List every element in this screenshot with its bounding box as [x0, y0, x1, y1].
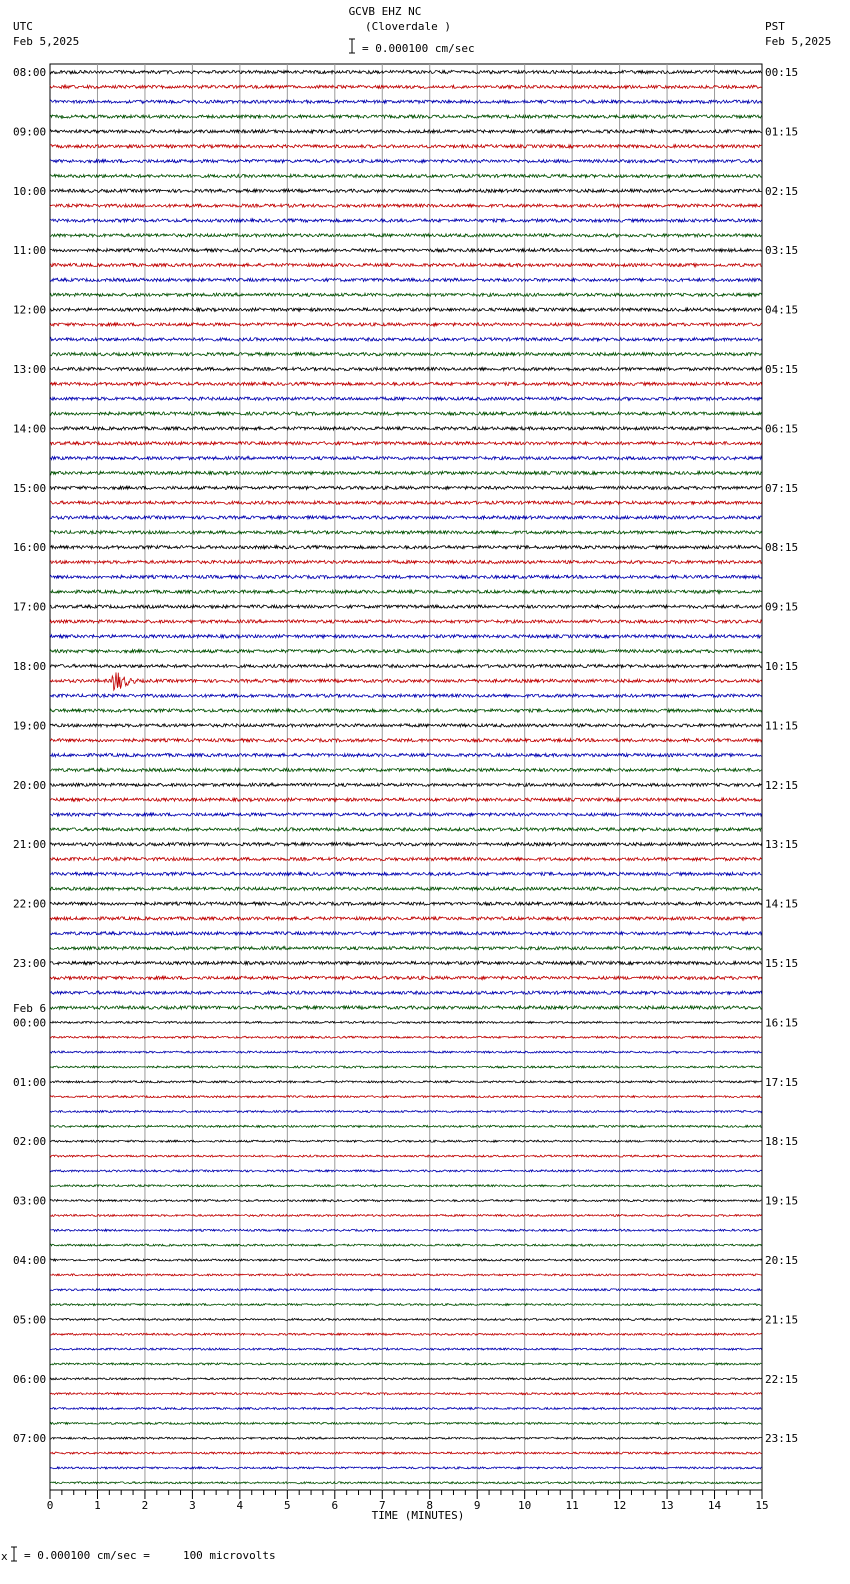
utc-hour-label: 23:00	[13, 957, 47, 970]
trace-row	[50, 353, 762, 356]
trace-row	[50, 323, 762, 326]
utc-hour-label: 07:00	[13, 1432, 47, 1446]
utc-hour-label: 02:00	[13, 1135, 47, 1149]
trace-row	[50, 412, 762, 415]
trace-row	[50, 620, 762, 623]
utc-hour-label: 17:00	[13, 600, 47, 614]
scale-bar-icon	[349, 39, 355, 53]
trace-row	[50, 709, 762, 712]
trace-row	[50, 471, 762, 474]
x-tick-label: 9	[473, 1499, 481, 1512]
pst-hour-label: 01:15	[765, 125, 799, 139]
trace-row	[50, 70, 762, 73]
utc-hour-labels	[13, 66, 46, 1445]
utc-hour-label: 21:00	[13, 838, 47, 852]
pst-hour-labels	[765, 66, 798, 1445]
trace-row	[50, 264, 762, 267]
trace-row	[50, 1185, 762, 1187]
calibration-mark-icon	[1, 1547, 17, 1563]
utc-hour-label: 22:00	[13, 897, 47, 911]
trace-row	[50, 100, 762, 103]
trace-row	[50, 219, 762, 222]
right-date: Feb 5,2025	[765, 35, 832, 48]
utc-hour-label: 13:00	[13, 363, 47, 376]
trace-row	[50, 1378, 762, 1380]
pst-hour-label: 05:15	[765, 363, 799, 376]
pst-hour-label: 10:15	[765, 660, 799, 673]
trace-row	[50, 457, 762, 460]
trace-row	[50, 1096, 762, 1098]
x-tick-label: 14	[707, 1499, 722, 1512]
trace-row	[50, 1393, 762, 1395]
trace-row	[50, 174, 762, 177]
trace-row	[50, 843, 762, 846]
left-date: Feb 5,2025	[13, 35, 80, 48]
trace-row	[50, 650, 762, 653]
trace-row	[50, 338, 762, 341]
utc-hour-label: 12:00	[13, 303, 47, 317]
trace-row	[50, 783, 762, 786]
utc-hour-label: 20:00	[13, 778, 47, 792]
trace-row	[50, 115, 762, 118]
trace-row	[50, 1452, 762, 1454]
trace-row	[50, 427, 762, 430]
pst-hour-label: 20:15	[765, 1254, 799, 1267]
trace-row	[50, 664, 762, 667]
trace-row	[50, 902, 762, 905]
trace-row	[50, 828, 762, 831]
trace-row	[50, 189, 762, 192]
trace-row	[50, 1200, 762, 1202]
right-timezone: PST	[765, 20, 785, 33]
trace-row	[50, 367, 762, 370]
trace-row	[50, 976, 762, 979]
trace-row	[50, 531, 762, 534]
trace-row	[50, 635, 762, 638]
trace-row	[50, 561, 762, 564]
trace-row	[50, 1422, 762, 1424]
utc-hour-label: 06:00	[13, 1372, 47, 1386]
pst-hour-label: 08:15	[765, 541, 799, 555]
trace-row	[50, 293, 762, 296]
trace-row	[50, 1229, 762, 1231]
pst-hour-label: 21:15	[765, 1313, 799, 1327]
trace-row	[50, 486, 762, 489]
x-tick-label: 15	[755, 1499, 769, 1512]
trace-row	[50, 872, 762, 875]
trace-row	[50, 754, 762, 757]
trace-row	[50, 768, 762, 771]
trace-row	[50, 1006, 762, 1009]
pst-hour-label: 18:15	[765, 1135, 799, 1149]
utc-hour-label: 09:00	[13, 125, 47, 139]
calibration-note: = 0.000100 cm/sec = 100 microvolts	[24, 1549, 276, 1562]
trace-row	[50, 1170, 762, 1172]
utc-hour-label: 08:00	[13, 66, 47, 79]
pst-hour-label: 15:15	[765, 957, 799, 970]
trace-row	[50, 1408, 762, 1410]
trace-row	[50, 917, 762, 920]
pst-hour-label: 13:15	[765, 838, 799, 852]
trace-row	[50, 1021, 762, 1023]
utc-hour-label: 18:00	[13, 660, 47, 673]
trace-row	[50, 1333, 762, 1335]
x-tick-label: 5	[284, 1499, 291, 1512]
trace-row	[50, 724, 762, 727]
trace-row	[50, 1051, 762, 1053]
pst-hour-label: 12:15	[765, 778, 799, 792]
pst-hour-label: 11:15	[765, 719, 799, 733]
pst-hour-label: 04:15	[765, 303, 799, 317]
trace-row	[50, 887, 762, 890]
trace-row	[50, 278, 762, 281]
trace-row	[50, 1304, 762, 1306]
x-tick-label: 8	[426, 1499, 434, 1512]
trace-row	[50, 813, 762, 816]
trace-row	[50, 516, 762, 519]
trace-row	[50, 605, 762, 608]
trace-row	[50, 1482, 762, 1484]
pst-hour-label: 00:15	[765, 66, 799, 79]
x-tick-label: 3	[189, 1499, 196, 1512]
utc-hour-label: 11:00	[13, 244, 47, 258]
x-tick-label: 7	[378, 1499, 386, 1512]
trace-row	[50, 1467, 762, 1469]
pst-hour-label: 22:15	[765, 1372, 799, 1386]
x-tick-label: 0	[46, 1499, 54, 1512]
trace-row	[50, 249, 762, 252]
trace-row	[50, 932, 762, 935]
trace-row	[50, 1348, 762, 1350]
utc-hour-label: 10:00	[13, 184, 47, 198]
x-tick-label: 12	[612, 1499, 627, 1512]
x-tick-label: 1	[94, 1499, 101, 1512]
trace-row	[50, 204, 762, 207]
trace-row	[50, 382, 762, 385]
x-tick-label: 10	[518, 1499, 532, 1512]
trace-row	[50, 858, 762, 861]
trace-row	[50, 798, 762, 801]
trace-row	[50, 1125, 762, 1127]
trace-row	[50, 501, 762, 504]
pst-hour-label: 06:15	[765, 422, 799, 436]
trace-row	[50, 1111, 762, 1113]
trace-row	[50, 1066, 762, 1068]
trace-row	[50, 1363, 762, 1365]
trace-row	[50, 1140, 762, 1142]
trace-row	[50, 1215, 762, 1217]
trace-row	[50, 1289, 762, 1291]
trace-row	[50, 1437, 762, 1439]
trace-row	[50, 575, 762, 578]
pst-hour-label: 19:15	[765, 1194, 799, 1208]
station-title: GCVB EHZ NC	[348, 5, 422, 18]
pst-hour-label: 17:15	[765, 1075, 799, 1089]
trace-row	[50, 130, 762, 133]
trace-row	[50, 1259, 762, 1261]
utc-hour-label: 19:00	[13, 719, 47, 733]
pst-hour-label: 14:15	[765, 897, 799, 911]
utc-hour-label: 03:00	[13, 1194, 47, 1208]
trace-row	[50, 397, 762, 400]
pst-hour-label: 16:15	[765, 1016, 799, 1030]
trace-row	[50, 961, 762, 964]
utc-hour-label: 00:00	[13, 1016, 47, 1030]
svg-text:x: x	[1, 1550, 8, 1563]
time-grid	[50, 64, 762, 1490]
trace-row	[50, 160, 762, 163]
trace-row	[50, 672, 762, 690]
x-tick-label: 4	[236, 1499, 244, 1512]
trace-row	[50, 947, 762, 950]
x-axis-label: TIME (MINUTES)	[371, 1509, 465, 1522]
pst-hour-label: 23:15	[765, 1432, 799, 1446]
trace-row	[50, 442, 762, 445]
trace-row	[50, 234, 762, 237]
trace-row	[50, 85, 762, 88]
pst-hour-label: 07:15	[765, 481, 799, 495]
trace-row	[50, 546, 762, 549]
trace-row	[50, 991, 762, 994]
x-tick-label: 2	[141, 1499, 149, 1512]
x-tick-label: 11	[565, 1499, 579, 1512]
trace-row	[50, 1036, 762, 1038]
utc-hour-label: 04:00	[13, 1254, 47, 1267]
trace-row	[50, 308, 762, 311]
date-change-label: Feb 6	[13, 1002, 47, 1015]
scale-note: = 0.000100 cm/sec	[362, 42, 475, 55]
trace-row	[50, 1318, 762, 1320]
trace-rows	[50, 70, 762, 1483]
trace-row	[50, 145, 762, 148]
utc-hour-label: 16:00	[13, 541, 47, 555]
x-tick-label: 6	[331, 1499, 339, 1512]
left-timezone: UTC	[13, 20, 33, 33]
trace-row	[50, 739, 762, 742]
trace-row	[50, 1155, 762, 1157]
trace-row	[50, 1081, 762, 1083]
plot-frame	[50, 64, 762, 1490]
utc-hour-label: 15:00	[13, 481, 47, 495]
location-title: (Cloverdale )	[364, 20, 452, 33]
x-tick-label: 13	[660, 1499, 674, 1512]
pst-hour-label: 09:15	[765, 600, 799, 614]
pst-hour-label: 02:15	[765, 184, 799, 198]
utc-hour-label: 14:00	[13, 422, 47, 436]
utc-hour-label: 05:00	[13, 1313, 47, 1327]
trace-row	[50, 590, 762, 593]
pst-hour-label: 03:15	[765, 244, 799, 258]
utc-hour-label: 01:00	[13, 1075, 47, 1089]
trace-row	[50, 1244, 762, 1246]
trace-row	[50, 1274, 762, 1276]
trace-row	[50, 694, 762, 697]
